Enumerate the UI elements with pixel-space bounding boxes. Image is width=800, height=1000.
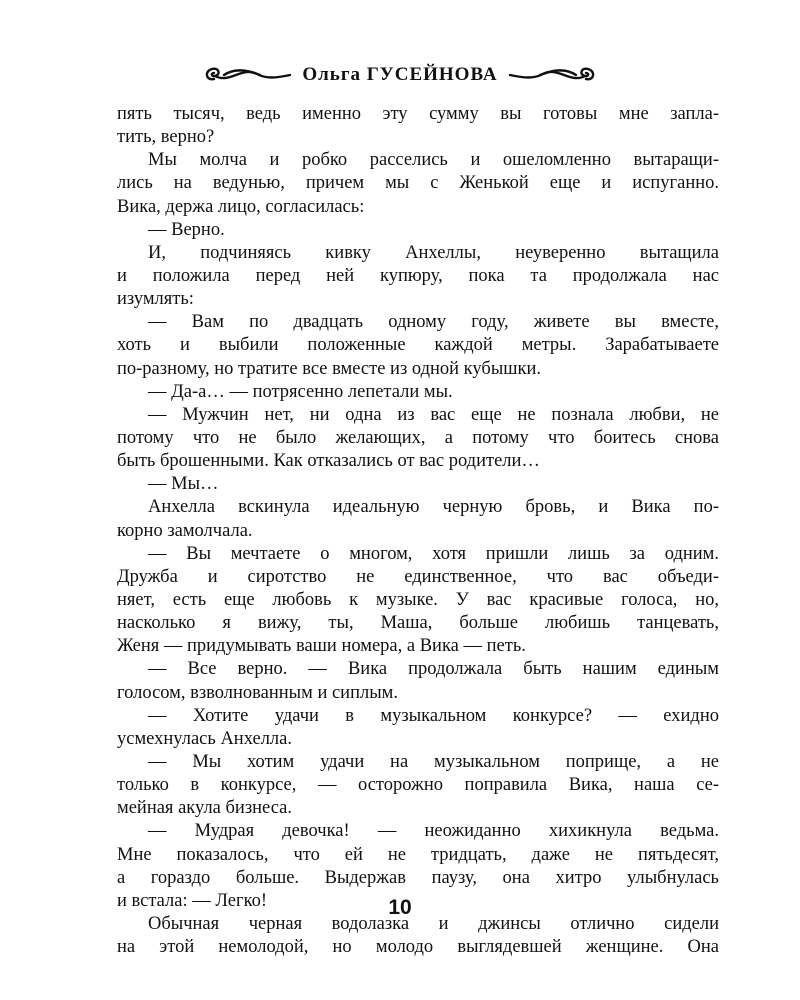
text-line: голосом, взволнованным и сиплым.: [117, 682, 398, 703]
text-line: усмехнулась Анхелла.: [117, 728, 293, 749]
page-number: 10: [388, 896, 412, 919]
flourish-right-icon: [508, 62, 598, 88]
text-line: корно замолчала.: [117, 520, 253, 541]
text-line: а гораздо больше. Выдержав паузу, она хитро улыбнулась: [117, 867, 719, 888]
text-line: Обычная черная водолазка и джинсы отлично сидели: [148, 913, 719, 934]
text-line: мейная акула бизнеса.: [117, 798, 292, 819]
text-line: Анхелла вскинула идеальную черную бровь, и Вика по-: [148, 497, 719, 518]
text-line: изумлять:: [117, 289, 194, 310]
text-line: лись на ведунью, причем мы с Женькой еще и испуганно.: [117, 173, 719, 194]
text-line: насколько я вижу, ты, Маша, больше любишь танцевать,: [117, 613, 719, 634]
text-line: пять тысяч, ведь именно эту сумму вы готовы мне запла-: [117, 104, 719, 124]
text-line: Дружба и сиротство не единственное, что вас объеди-: [117, 566, 719, 587]
text-line: — Вы мечтаете о многом, хотя пришли лишь за одним.: [148, 543, 719, 564]
text-line: — Да-а… — потрясенно лепетали мы.: [148, 381, 453, 402]
text-line: — Мы…: [148, 474, 219, 495]
text-line: на этой немолодой, но молодо выглядевшей женщине. Она: [117, 937, 719, 958]
text-line: — Мудрая девочка! — неожиданно хихикнула ведьма.: [148, 821, 719, 842]
text-line: — Мы хотим удачи на музыкальном поприще, а не: [148, 751, 719, 772]
text-line: Мне показалось, что ей не тридцать, даже не пятьдесят,: [117, 844, 719, 865]
text-line: — Хотите удачи в музыкальном конкурсе? — ехидно: [148, 705, 719, 726]
text-line: и встала: — Легко!: [117, 890, 268, 911]
running-head-author: Ольга ГУСЕЙНОВА: [302, 64, 498, 85]
page-body-text: [117, 103, 719, 959]
text-line: — Мужчин нет, ни одна из вас еще не познала любви, не: [148, 404, 719, 425]
text-line: потому что не было желающих, а потому что боитесь снова: [117, 427, 719, 448]
text-line: и положила перед ней купюру, пока та продолжала нас: [117, 265, 719, 286]
text-line: хоть и выбили положенные каждой метры. Зарабатываете: [117, 335, 719, 356]
text-line: быть брошенными. Как отказались от вас родители…: [117, 451, 540, 472]
text-line: няет, есть еще любовь к музыке. У вас красивые голоса, но,: [117, 589, 719, 610]
text-line: по-разному, но тратите все вместе из одной кубышки.: [117, 358, 542, 379]
flourish-left-icon: [202, 62, 292, 88]
text-line: — Вам по двадцать одному году, живете вы вместе,: [148, 312, 719, 333]
text-line: Мы молча и робко расселись и ошеломленно вытаращи-: [148, 150, 719, 171]
text-line: Женя — придумывать ваши номера, а Вика — петь.: [117, 636, 526, 657]
text-line: только в конкурсе, — осторожно поправила Вика, наша се-: [117, 775, 719, 796]
text-line: И, подчиняясь кивку Анхеллы, неуверенно вытащила: [148, 242, 719, 263]
running-header: [0, 62, 800, 88]
text-line: — Все верно. — Вика продолжала быть нашим единым: [148, 659, 719, 680]
text-line: — Верно.: [148, 219, 225, 240]
text-line: тить, верно?: [117, 127, 215, 148]
text-line: Вика, держа лицо, согласилась:: [117, 196, 365, 217]
